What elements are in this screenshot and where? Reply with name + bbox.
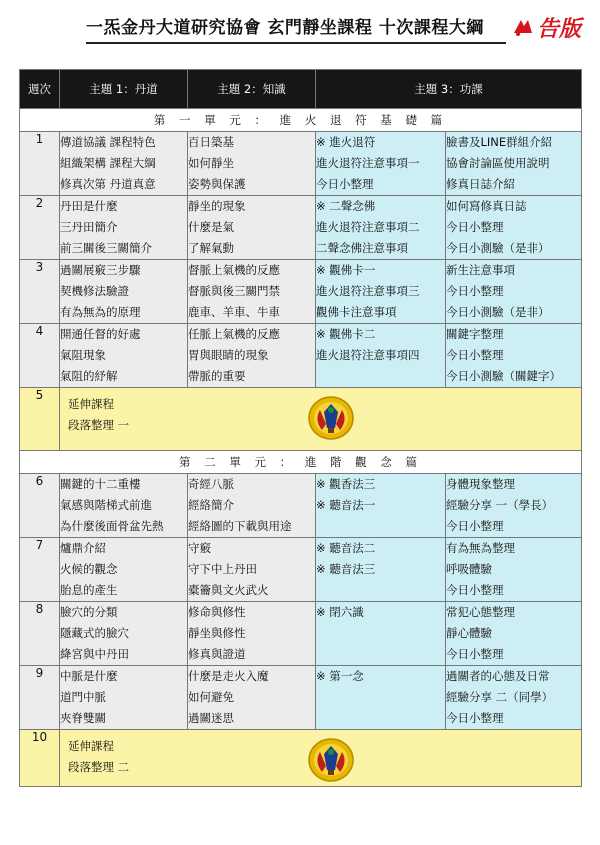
extension-row-2 <box>20 730 582 787</box>
extension-cell <box>60 730 582 787</box>
week-number: 1 <box>20 132 60 196</box>
extension-line: 段落整理 二 <box>68 760 130 774</box>
topic-line: 今日小整理 <box>446 583 504 597</box>
topic-line: ※ 第一念 <box>316 669 364 683</box>
topic-line <box>316 580 445 601</box>
topic-line: 督脈上氣機的反應 <box>188 263 280 277</box>
topic-line: 今日小整理 <box>316 177 374 191</box>
theme-2-cell <box>188 132 316 196</box>
topic-line: 今日小測驗（關鍵字） <box>446 369 561 383</box>
theme-2-cell <box>188 324 316 388</box>
topic-line: 常犯心態整理 <box>446 605 515 619</box>
topic-line: 今日小整理 <box>446 220 504 234</box>
topic-line: 觀佛卡注意事項 <box>316 305 397 319</box>
topic-line: 胃與眼睛的現象 <box>188 348 269 362</box>
theme-2-cell <box>188 196 316 260</box>
header-theme-1: 主題 1：丹道 <box>60 70 188 109</box>
topic-line: 開通任督的好處 <box>60 327 141 341</box>
topic-line: 什麼是走火入魔 <box>188 669 269 683</box>
topic-line: 隱藏式的臉穴 <box>60 626 129 640</box>
week-number: 8 <box>20 602 60 666</box>
extension-row-1 <box>20 388 582 451</box>
topic-line: 氣阻現象 <box>60 348 106 362</box>
theme-3b-cell <box>446 474 582 538</box>
theme-2-cell <box>188 666 316 730</box>
topic-line <box>316 708 445 729</box>
week-row-7 <box>20 538 582 602</box>
theme-3a-cell <box>316 602 446 666</box>
week-row-8 <box>20 602 582 666</box>
theme-2-cell <box>188 474 316 538</box>
unit-row-1 <box>20 109 582 132</box>
unit-row-2 <box>20 451 582 474</box>
theme-1-cell <box>60 538 188 602</box>
topic-line: 今日小整理 <box>446 711 504 725</box>
theme-3a-cell <box>316 132 446 196</box>
topic-line: 守下中上丹田 <box>188 562 257 576</box>
emblem-icon <box>308 738 354 782</box>
topic-line: 過關展竅三步驟 <box>60 263 141 277</box>
topic-line: 如何寫修真日誌 <box>446 199 527 213</box>
week-number: 6 <box>20 474 60 538</box>
topic-line: 修真與證道 <box>188 647 246 661</box>
topic-line: 中脈是什麼 <box>60 669 118 683</box>
topic-line: 靜心體驗 <box>446 626 492 640</box>
topic-line: 經絡圖的下載與用途 <box>188 519 292 533</box>
topic-line <box>316 623 445 644</box>
topic-line: ※ 觀佛卡一 <box>316 263 376 277</box>
topic-line: 督脈與後三關門禁 <box>188 284 280 298</box>
topic-line: ※ 聽音法三 <box>316 562 376 576</box>
topic-line: 今日小整理 <box>446 519 504 533</box>
topic-line: 關鍵字整理 <box>446 327 504 341</box>
topic-line: 夾脊雙關 <box>60 711 106 725</box>
topic-line: 百日築基 <box>188 135 234 149</box>
topic-line: 契機修法驗證 <box>60 284 129 298</box>
extension-cell <box>60 388 582 451</box>
topic-line <box>316 366 445 387</box>
topic-line: 今日小測驗（是非） <box>446 305 550 319</box>
topic-line: 氣阻的紓解 <box>60 369 118 383</box>
topic-line: 如何靜坐 <box>188 156 234 170</box>
theme-1-cell <box>60 324 188 388</box>
topic-line: 今日小整理 <box>446 647 504 661</box>
extension-line: 延伸課程 <box>68 739 114 753</box>
week-number: 3 <box>20 260 60 324</box>
topic-line <box>316 644 445 665</box>
week-number: 4 <box>20 324 60 388</box>
stamp-logo <box>512 12 592 42</box>
theme-3b-cell <box>446 324 582 388</box>
unit-title-1: 第 一 單 元 ： 進 火 退 符 基 礎 篇 <box>20 109 582 132</box>
topic-line: 臉書及LINE群組介紹 <box>446 135 553 149</box>
week-number: 5 <box>20 388 60 451</box>
topic-line: ※ 聽音法一 <box>316 498 376 512</box>
topic-line: 鹿車、羊車、牛車 <box>188 305 280 319</box>
week-number: 9 <box>20 666 60 730</box>
topic-line: 前三關後三關簡介 <box>60 241 152 255</box>
topic-line: ※ 閉六識 <box>316 605 364 619</box>
topic-line: 新生注意事項 <box>446 263 515 277</box>
week-row-2 <box>20 196 582 260</box>
theme-3b-cell <box>446 196 582 260</box>
topic-line: ※ 二聲念佛 <box>316 199 376 213</box>
topic-line: 什麼是氣 <box>188 220 234 234</box>
topic-line: 帶脈的重要 <box>188 369 246 383</box>
week-row-6 <box>20 474 582 538</box>
topic-line: 關鍵的十二重樓 <box>60 477 141 491</box>
topic-line: 任脈上氣機的反應 <box>188 327 280 341</box>
topic-line: 如何避免 <box>188 690 234 704</box>
topic-line: 絳宮與中丹田 <box>60 647 129 661</box>
stamp-icon <box>512 17 534 37</box>
topic-line: 奇經八脈 <box>188 477 234 491</box>
topic-line: 進火退符注意事項四 <box>316 348 420 362</box>
header-theme-3: 主題 3：功課 <box>316 70 582 109</box>
topic-line: 呼吸體驗 <box>446 562 492 576</box>
topic-line: 有為無為整理 <box>446 541 515 555</box>
topic-line: 氣感與階梯式前進 <box>60 498 152 512</box>
theme-3a-cell <box>316 260 446 324</box>
topic-line: 經絡簡介 <box>188 498 234 512</box>
stamp-text: 告版 <box>537 16 582 42</box>
header-row <box>20 70 582 109</box>
header-week: 週次 <box>20 70 60 109</box>
topic-line: ※ 聽音法二 <box>316 541 376 555</box>
topic-line: 協會討論區使用說明 <box>446 156 550 170</box>
topic-line: 臉穴的分類 <box>60 605 118 619</box>
theme-3a-cell <box>316 196 446 260</box>
topic-line: 今日小整理 <box>446 348 504 362</box>
topic-line: 爐鼎介紹 <box>60 541 106 555</box>
course-outline-table <box>19 69 582 787</box>
theme-3a-cell <box>316 324 446 388</box>
topic-line: 守竅 <box>188 541 211 555</box>
topic-line: 修命與修性 <box>188 605 246 619</box>
week-number: 2 <box>20 196 60 260</box>
theme-2-cell <box>188 538 316 602</box>
topic-line: 道門中脈 <box>60 690 106 704</box>
week-row-3 <box>20 260 582 324</box>
page-title: 一炁金丹大道研究協會 玄門靜坐課程 十次課程大綱 <box>86 14 506 44</box>
theme-3b-cell <box>446 666 582 730</box>
topic-line: 了解氣動 <box>188 241 234 255</box>
theme-3a-cell <box>316 538 446 602</box>
topic-line: 經驗分享 二（同學） <box>446 690 554 704</box>
topic-line: 今日小測驗（是非） <box>446 241 550 255</box>
theme-2-cell <box>188 260 316 324</box>
theme-1-cell <box>60 260 188 324</box>
topic-line: 修真次第 丹道真意 <box>60 177 156 191</box>
topic-line: ※ 觀佛卡二 <box>316 327 376 341</box>
theme-1-cell <box>60 666 188 730</box>
topic-line: 橐籥與文火武火 <box>188 583 269 597</box>
topic-line: 經驗分享 一（學長） <box>446 498 554 512</box>
unit-title-2: 第 二 單 元 ： 進 階 觀 念 篇 <box>20 451 582 474</box>
topic-line <box>316 687 445 708</box>
topic-line: 丹田是什麼 <box>60 199 118 213</box>
topic-line: 靜坐的現象 <box>188 199 246 213</box>
week-row-4 <box>20 324 582 388</box>
theme-1-cell <box>60 602 188 666</box>
topic-line: 有為無為的原理 <box>60 305 141 319</box>
topic-line: 火候的觀念 <box>60 562 118 576</box>
topic-line: 傳道協議 課程特色 <box>60 135 156 149</box>
emblem-icon <box>308 396 354 440</box>
week-number: 10 <box>20 730 60 787</box>
theme-3b-cell <box>446 538 582 602</box>
topic-line: 組織架構 課程大綱 <box>60 156 156 170</box>
header-theme-2: 主題 2：知識 <box>188 70 316 109</box>
theme-1-cell <box>60 196 188 260</box>
topic-line: 過關者的心態及日常 <box>446 669 550 683</box>
topic-line: 修真日誌介紹 <box>446 177 515 191</box>
theme-3a-cell <box>316 474 446 538</box>
topic-line: 三丹田簡介 <box>60 220 118 234</box>
topic-line: 今日小整理 <box>446 284 504 298</box>
topic-line <box>316 516 445 537</box>
extension-line: 段落整理 一 <box>68 418 130 432</box>
topic-line: 胎息的產生 <box>60 583 118 597</box>
week-row-9 <box>20 666 582 730</box>
topic-line: 進火退符注意事項三 <box>316 284 420 298</box>
topic-line: 靜坐與修性 <box>188 626 246 640</box>
theme-2-cell <box>188 602 316 666</box>
extension-line: 延伸課程 <box>68 397 114 411</box>
topic-line: 身體現象整理 <box>446 477 515 491</box>
theme-1-cell <box>60 474 188 538</box>
theme-3a-cell <box>316 666 446 730</box>
theme-1-cell <box>60 132 188 196</box>
topic-line: 姿勢與保護 <box>188 177 246 191</box>
week-number: 7 <box>20 538 60 602</box>
topic-line: ※ 進火退符 <box>316 135 376 149</box>
theme-3b-cell <box>446 602 582 666</box>
topic-line: 二聲念佛注意事項 <box>316 241 408 255</box>
topic-line: 進火退符注意事項二 <box>316 220 420 234</box>
week-row-1 <box>20 132 582 196</box>
topic-line: 進火退符注意事項一 <box>316 156 420 170</box>
theme-3b-cell <box>446 260 582 324</box>
topic-line: 為什麼後面骨盆先熱 <box>60 519 164 533</box>
topic-line: ※ 觀香法三 <box>316 477 376 491</box>
theme-3b-cell <box>446 132 582 196</box>
topic-line: 過關迷思 <box>188 711 234 725</box>
